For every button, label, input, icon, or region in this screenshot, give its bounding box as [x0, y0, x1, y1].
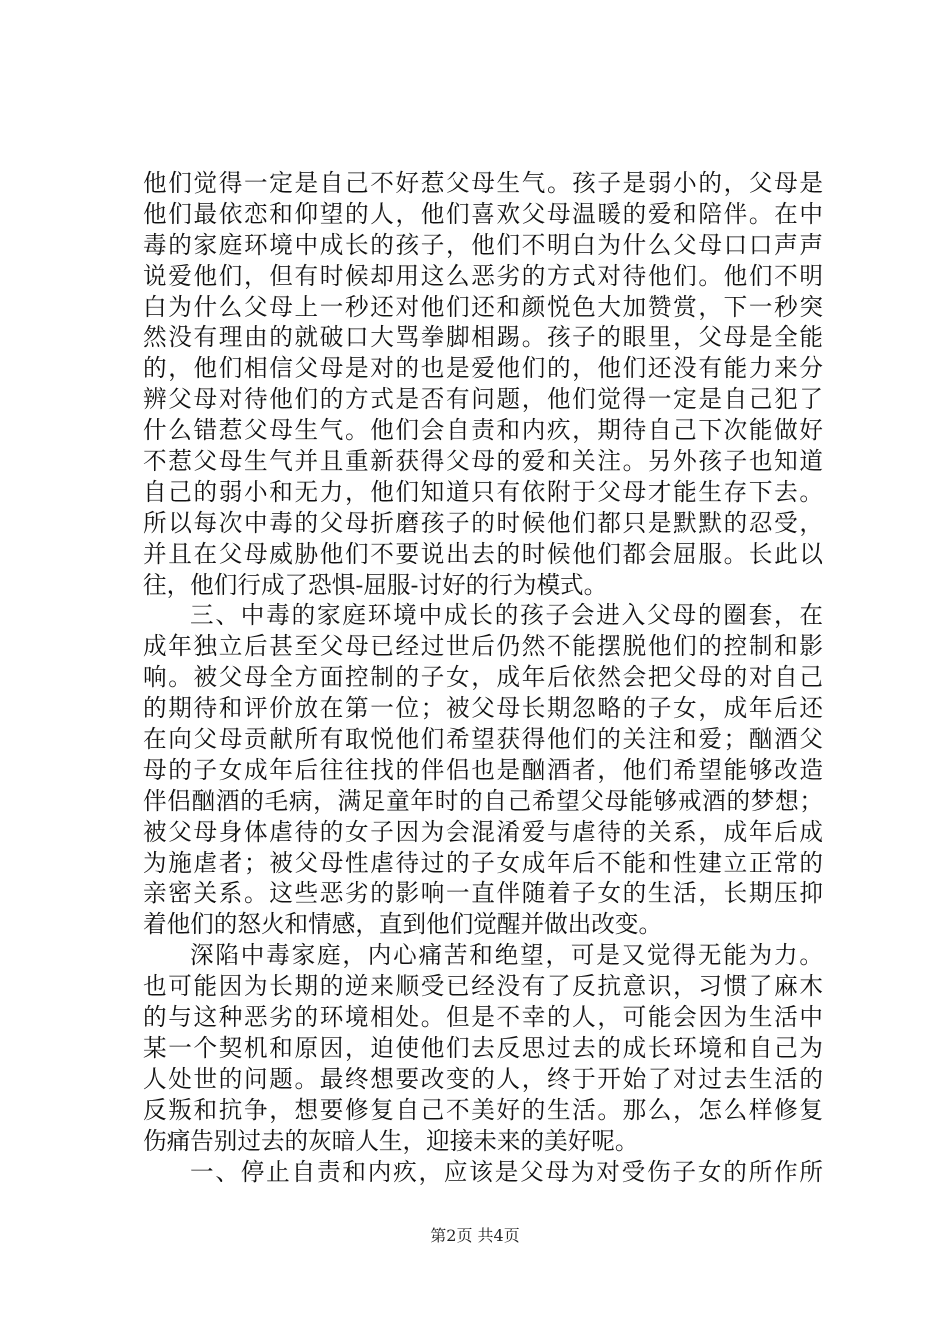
text-line: 也可能因为长期的逆来顺受已经没有了反抗意识，习惯了麻木	[143, 972, 823, 1001]
text-line: 一、停止自责和内疚，应该是父母为对受伤子女的所作所	[190, 1157, 823, 1186]
text-line: 并且在父母威胁他们不要说出去的时候他们都会屈服。长此以	[143, 539, 823, 568]
text-line: 他们觉得一定是自己不好惹父母生气。孩子是弱小的，父母是	[143, 169, 823, 197]
text-line: 伤痛告别过去的灰暗人生，迎接未来的美好呢。	[143, 1126, 639, 1155]
text-line: 白为什么父母上一秒还对他们还和颜悦色大加赞赏，下一秒突	[143, 292, 823, 321]
text-line: 某一个契机和原因，迫使他们去反思过去的成长环境和自己为	[143, 1033, 823, 1062]
text-line: 着他们的怒火和情感，直到他们觉醒并做出改变。	[143, 910, 663, 939]
text-line: 深陷中毒家庭，内心痛苦和绝望，可是又觉得无能为力。	[190, 941, 823, 970]
text-line: 说爱他们，但有时候却用这么恶劣的方式对待他们。他们不明	[143, 261, 823, 290]
text-line: 毒的家庭环境中成长的孩子，他们不明白为什么父母口口声声	[143, 230, 823, 259]
text-line: 人处世的问题。最终想要改变的人，终于开始了对过去生活的	[143, 1064, 823, 1093]
page-footer: 第2页 共4页	[430, 1226, 520, 1245]
text-line: 的，他们相信父母是对的也是爱他们的，他们还没有能力来分	[143, 354, 823, 383]
text-line: 自己的弱小和无力，他们知道只有依附于父母才能生存下去。	[143, 477, 823, 506]
text-line: 往，他们行成了恐惧-屈服-讨好的行为模式。	[143, 570, 608, 599]
text-line: 不惹父母生气并且重新获得父母的爱和关注。另外孩子也知道	[143, 447, 823, 476]
text-line: 反叛和抗争，想要修复自己不美好的生活。那么，怎么样修复	[143, 1095, 823, 1124]
text-line: 所以每次中毒的父母折磨孩子的时候他们都只是默默的忍受，	[143, 508, 823, 537]
text-line: 伴侣酗酒的毛病，满足童年时的自己希望父母能够戒酒的梦想；	[143, 786, 823, 815]
text-line: 成年独立后甚至父母已经过世后仍然不能摆脱他们的控制和影	[143, 632, 823, 661]
text-line: 什么错惹父母生气。他们会自责和内疚，期待自己下次能做好	[143, 416, 823, 445]
text-line: 他们最依恋和仰望的人，他们喜欢父母温暖的爱和陪伴。在中	[143, 199, 823, 228]
text-line: 母的子女成年后往往找的伴侣也是酗酒者，他们希望能够改造	[143, 755, 823, 784]
text-line: 响。被父母全方面控制的子女，成年后依然会把父母的对自己	[143, 663, 823, 692]
text-line: 然没有理由的就破口大骂拳脚相踢。孩子的眼里，父母是全能	[143, 323, 823, 352]
document-body	[143, 168, 823, 1187]
text-line: 在向父母贡献所有取悦他们希望获得他们的关注和爱；酗酒父	[143, 725, 823, 754]
text-line: 三、中毒的家庭环境中成长的孩子会进入父母的圈套，在	[190, 601, 823, 630]
text-line: 辨父母对待他们的方式是否有问题，他们觉得一定是自己犯了	[143, 385, 823, 414]
text-line: 被父母身体虐待的女子因为会混淆爱与虐待的关系，成年后成	[143, 817, 823, 846]
text-line: 的期待和评价放在第一位；被父母长期忽略的子女，成年后还	[143, 694, 823, 723]
text-line: 为施虐者；被父母性虐待过的子女成年后不能和性建立正常的	[143, 848, 823, 877]
text-line: 亲密关系。这些恶劣的影响一直伴随着子女的生活，长期压抑	[143, 879, 823, 908]
text-line: 的与这种恶劣的环境相处。但是不幸的人，可能会因为生活中	[143, 1003, 823, 1032]
